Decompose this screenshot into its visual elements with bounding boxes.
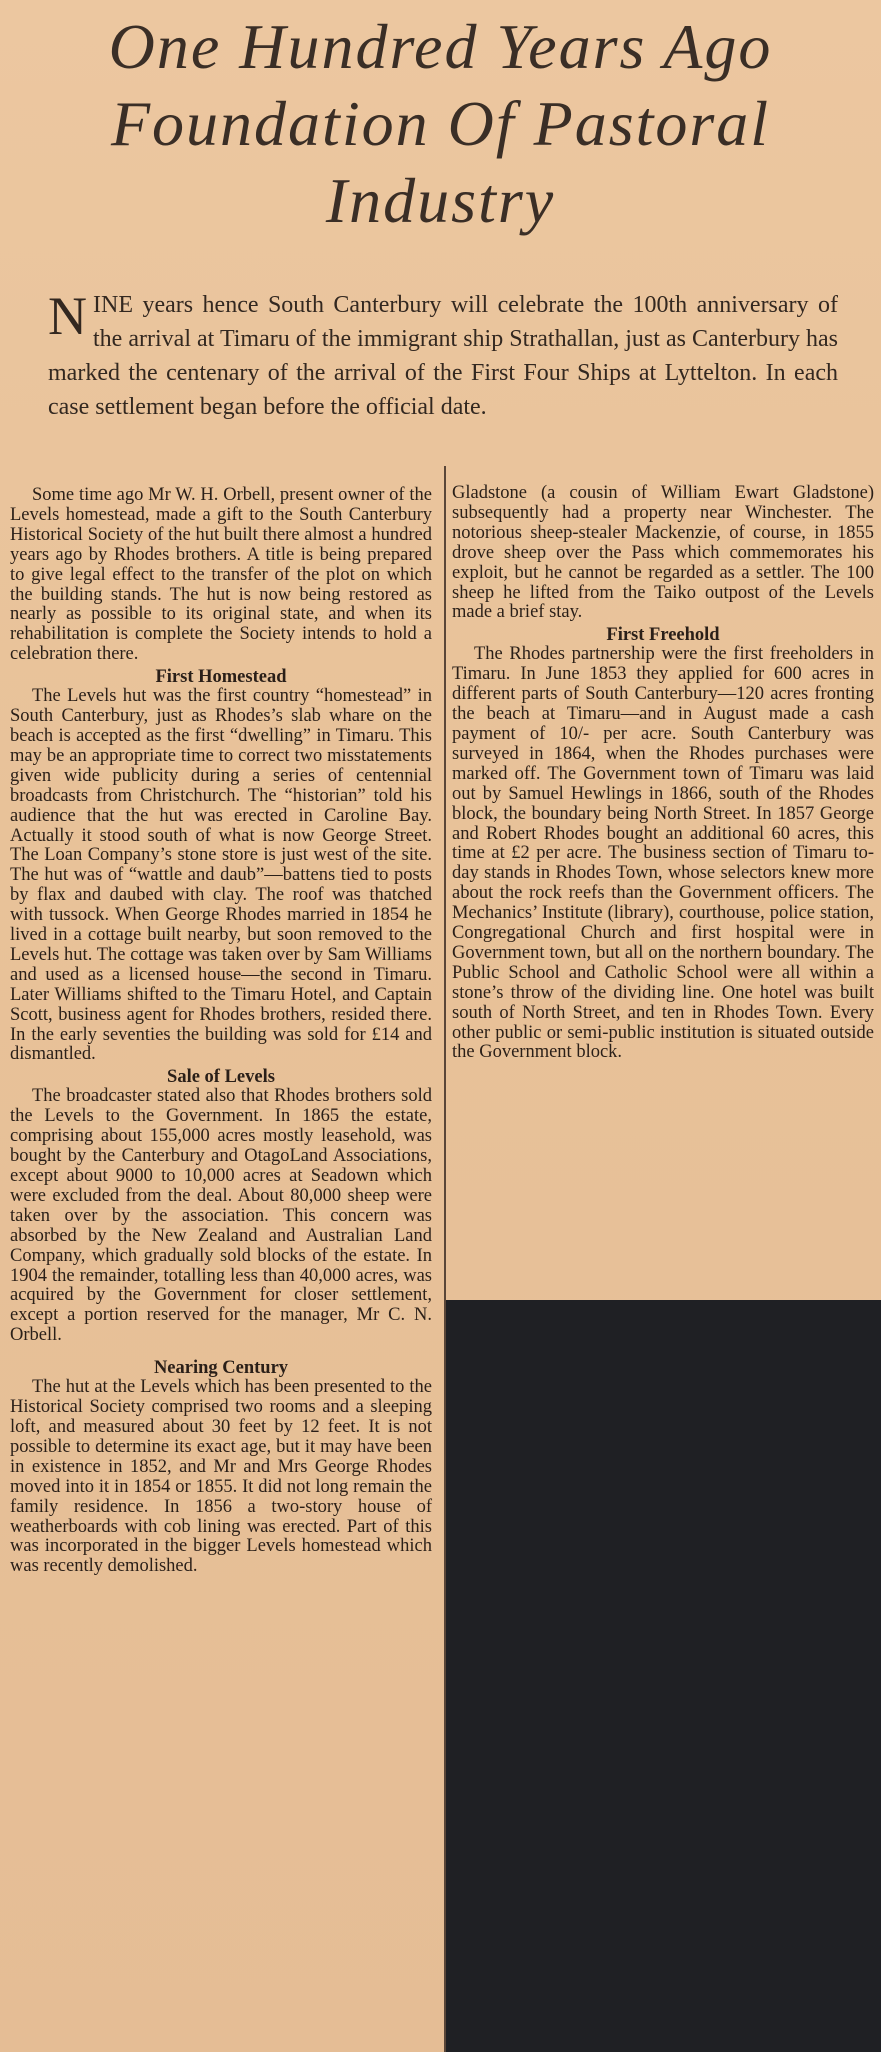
subheading-nearing-century: Nearing Century <box>153 1358 289 1379</box>
paragraph: Some time ago Mr W. H. Orbell, present owner of the Levels homestead, made a gift to the South Canterbury Historical Society of the hut built there almost a hundred years ago by Rhodes brothers. A title is being prepared to give legal effect to the transfer of the plot on which the building stands. The hut is now being restored as nearly as possible to its original state, and when its rehabilitation is complete the Society intends to hold a celebration there. <box>10 485 432 665</box>
paragraph: The Levels hut was the first country “homestead” in South Canterbury, just as Rhodes’s slab whare on the beach is accepted as the first “dwelling” in Timaru. This may be an appropriate time to correct two misstatements given wide publicity during a series of centennial broadcasts from Christchurch. The “historian” told his audience that the hut was erected in Caroline Bay. Actually it stood south of what is now George Street. The Loan Company’s stone store is just west of the site. The hut was of “wattle and daub”—battens tied to posts by flax and daubed with clay. The roof was thatched with tussock. When George Rhodes married in 1854 he lived in a cottage built nearby, but soon removed to the Levels hut. The cottage was taken over by Sam Williams and used as a licensed house—the second in Timaru. Later Williams shifted to the Timaru Hotel, and Captain Scott, business agent for Rhodes brothers, resided there. In the early seventies the building was sold for £14 and dismantled. <box>10 686 432 1065</box>
headline-line-2: Foundation Of Pastoral <box>110 88 771 159</box>
subheading-first-freehold: First Freehold <box>606 625 720 646</box>
headline <box>0 8 881 239</box>
right-column <box>452 484 874 1063</box>
intro-paragraph <box>48 288 838 424</box>
subheading-sale-of-levels: Sale of Levels <box>167 1067 275 1088</box>
paragraph: Gladstone (a cousin of William Ewart Gladstone) subsequently had a property near Winchester. The notorious sheep-stealer Mackenzie, of course, in 1855 drove sheep over the Pass which commemorates his exploit, but he cannot be regarded as a settler. The 100 sheep he lifted from the Taiko outpost of the Levels made a brief stay. <box>452 483 874 623</box>
subheading-first-homestead: First Homestead <box>155 667 287 688</box>
intro-text: INE years hence South Canterbury will celebrate the 100th anniversary of the arrival at Timaru of the immigrant ship Strathallan, just as Canterbury has marked the centenary of the arrival of the First Four Ships at Lyttelton. In each case settlement began before the official date. <box>48 292 838 420</box>
paragraph: The Rhodes partnership were the first freeholders in Timaru. In June 1853 they applied for 600 acres in different parts of South Canterbury—120 acres fronting the beach at Timaru—and in August made a cash payment of 10/- per acre. South Canterbury was surveyed in 1864, when the Rhodes purchases were marked off. The Government town of Timaru was laid out by Samuel Hewlings in 1866, south of the Rhodes block, the boundary being North Street. In 1857 George and Robert Rhodes bought an additional 60 acres, this time at £2 per acre. The business section of Timaru to-day stands in Rhodes Town, whose selectors knew more about the rock reefs than the Government officers. The Mechanics’ Institute (library), courthouse, police station, Congregational Church and first hospital were in Government town, but all on the northern boundary. The Public School and Catholic School were all within a stone’s throw of the dividing line. One hotel was built south of North Street, and ten in Rhodes Town. Every other public or semi-public institution is situated outside the Government block. <box>452 644 874 1063</box>
paragraph: The hut at the Levels which has been presented to the Historical Society comprised two rooms and a sleeping loft, and measured about 30 feet by 12 feet. It is not possible to determine its exact age, but it may have been in existence in 1852, and Mr and Mrs George Rhodes moved into it in 1854 or 1855. It did not long remain the family residence. In 1856 a two-story house of weatherboards with cob lining was erected. Part of this was incorporated in the bigger Levels homestead which was recently demolished. <box>10 1377 432 1577</box>
drop-cap: N <box>48 286 87 346</box>
paragraph: The broadcaster stated also that Rhodes brothers sold the Levels to the Government. In 1865 the estate, comprising about 155,000 acres mostly leasehold, was bought by the Canterbury and OtagoLand Associations, except about 9000 to 10,000 acres at Seadown which were excluded from the deal. About 80,000 sheep were taken over by the association. This concern was absorbed by the New Zealand and Australian Land Company, which gradually sold blocks of the estate. In 1904 the remainder, totalling less than 40,000 acres, was acquired by the Government for closer settlement, except a portion reserved for the manager, Mr C. N. Orbell. <box>10 1086 432 1346</box>
headline-line-1: One Hundred Years Ago <box>108 11 773 82</box>
left-column <box>10 486 432 1577</box>
headline-line-3: Industry <box>325 165 556 236</box>
dark-background-area <box>446 1300 881 2052</box>
